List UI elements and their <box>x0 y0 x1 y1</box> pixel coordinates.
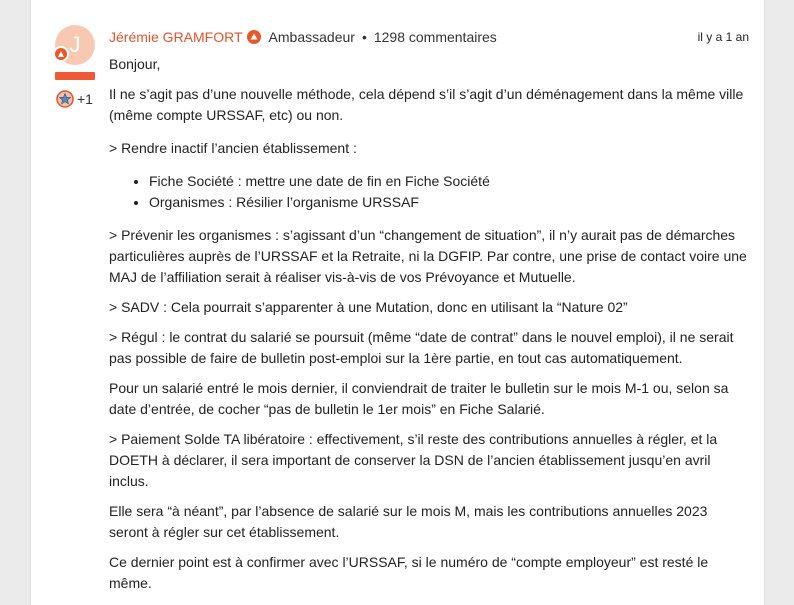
list-item: • Fiche Société : mettre une date de fin en Fiche Société <box>149 171 749 192</box>
greeting: Bonjour, <box>109 56 161 72</box>
paragraph-section4b: Pour un salarié entré le mois dernier, il conviendrait de traiter le bulletin sur le mois M-1 ou, selon sa date d’entrée, de cocher “pas de bulletin le 1er mois” en Fiche Salarié. <box>109 380 729 417</box>
bullet-list <box>109 171 749 213</box>
comment-card <box>30 0 765 605</box>
reactions[interactable] <box>55 89 93 109</box>
ambassador-badge-icon <box>247 30 261 44</box>
paragraph-section4: > Régul : le contrat du salarié se poursuit (même “date de contrat” dans le nouvel emploi), il ne serait pas possible de faire de bulletin post-emploi sur la 1ère partie, en tout cas automatiquement. <box>109 329 734 366</box>
comment-body <box>109 54 749 603</box>
rank-bar <box>55 72 95 80</box>
avatar-initial: J <box>69 32 81 57</box>
paragraph-intro: Il ne s’agit pas d’une nouvelle méthode, cela dépend s’il s’agit d’un déménagement dans la même ville (même compte URSSAF, etc) ou non. <box>109 86 744 123</box>
author-name[interactable]: Jérémie GRAMFORT <box>109 29 243 45</box>
paragraph-section5c: Ce dernier point est à confirmer avec l’URSSAF, si le numéro de “compte employeur” est resté le même. <box>109 554 709 591</box>
paragraph-section5b: Elle sera “à néant”, par l’absence de salarié sur le mois M, mais les contributions annuelles 2023 seront à régler sur cet établissement. <box>109 503 708 540</box>
paragraph-section5: > Paiement Solde TA libératoire : effectivement, s’il reste des contributions annuelles à régler, et la DOETH à déclarer, il sera important de conserver la DSN de l’ancien établissement jusqu’en avril inclus. <box>109 431 718 489</box>
separator-dot: • <box>361 29 367 45</box>
timestamp: il y a 1 an <box>697 30 749 44</box>
author-role: Ambassadeur <box>268 29 355 45</box>
list-item: • Organismes : Résilier l’organisme URSSAF <box>149 192 749 213</box>
reaction-count: +1 <box>77 91 93 107</box>
comment-count: 1298 commentaires <box>373 29 497 45</box>
paragraph-section3: > SADV : Cela pourrait s’apparenter à une Mutation, donc en utilisant la “Nature 02” <box>109 299 628 315</box>
avatar-status-icon <box>53 46 69 62</box>
paragraph-section2: > Prévenir les organismes : s’agissant d’un “changement de situation”, il n’y aurait pas de démarches particulières auprès de l’URSSAF et la Retraite, ni la DGFIP. Par contre, une prise de contact voire une MAJ de l’affiliation serait à réaliser vis-à-vis de vos Prévoyance et Mutuelle. <box>109 227 747 285</box>
reaction-star-icon[interactable] <box>55 89 75 109</box>
comment-header <box>109 27 749 47</box>
paragraph-section1: > Rendre inactif l’ancien établissement : <box>109 140 357 156</box>
